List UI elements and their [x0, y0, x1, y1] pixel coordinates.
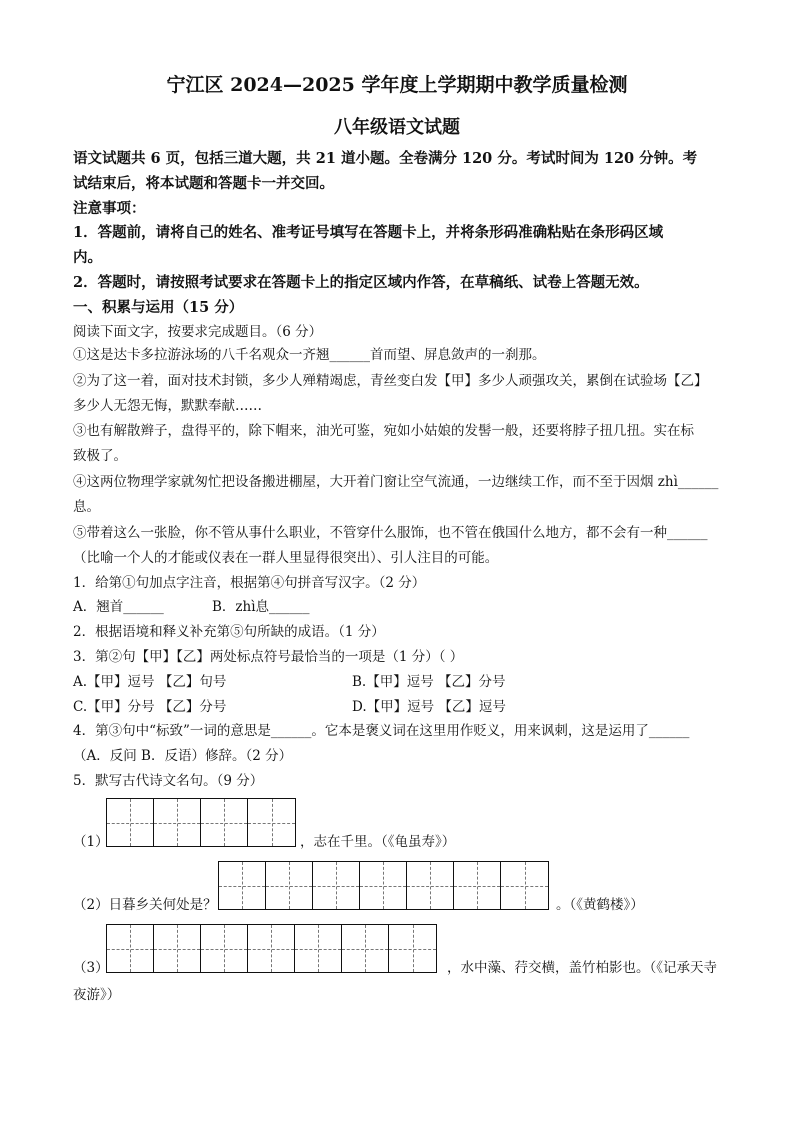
sentence-1: ①这是达卡多拉游泳场的八千名观众一齐翘______首而望、屏息敛声的一刹那。	[73, 347, 546, 363]
question-5: 5．默写古代诗文名句。（9 分）	[73, 773, 264, 789]
question-3-option-a: A.【甲】逗号 【乙】句号	[73, 674, 227, 690]
grid-cell[interactable]	[248, 925, 295, 972]
sentence-3-cont: 致极了。	[73, 448, 127, 464]
grid-cell[interactable]	[313, 862, 360, 909]
sentence-2: ②为了这一着，面对技术封锁，多少人殚精竭虑，青丝变白发【甲】多少人顽强攻关，累倒在试验场【乙】	[73, 373, 708, 389]
question-3-option-c: C.【甲】分号 【乙】分号	[73, 699, 227, 715]
grid-cell[interactable]	[219, 862, 266, 909]
sentence-3: ③也有解散辫子，盘得平的，除下帽来，油光可鉴，宛如小姑娘的发髻一般，还要将脖子扭几扭。实在标	[73, 423, 694, 439]
sentence-4-cont: 息。	[73, 499, 100, 515]
intro-line-1: 语文试题共 6 页，包括三道大题，共 21 道小题。全卷满分 120 分。考试时间为 120 分钟。考	[73, 150, 698, 167]
grid-cell[interactable]	[342, 925, 389, 972]
question-1: 1．给第①句加点字注音，根据第④句拼音写汉字。（2 分）	[73, 575, 426, 591]
sentence-5-cont: （比喻一个人的才能或仪表在一群人里显得很突出）、引人注目的可能。	[73, 550, 499, 566]
poem-1-answer-grid[interactable]	[106, 798, 296, 847]
question-3: 3．第②句【甲】【乙】两处标点符号最恰当的一项是（1 分）（ ）	[73, 649, 464, 665]
notes-item-2: 2．答题时，请按照考试要求在答题卡上的指定区域内作答，在草稿纸、试卷上答题无效。	[73, 274, 649, 291]
grid-cell[interactable]	[501, 862, 548, 909]
question-1-option-b: B．zhì息______	[212, 599, 310, 615]
grid-cell[interactable]	[295, 925, 342, 972]
reading-instruction: 阅读下面文字，按要求完成题目。（6 分）	[73, 324, 323, 340]
poem-2-answer-grid[interactable]	[218, 861, 549, 910]
sentence-5: ⑤带着这么一张脸，你不管从事什么职业，不管穿什么服饰，也不管在俄国什么地方，都不会有一种______	[73, 525, 708, 541]
question-2: 2．根据语境和释义补充第⑤句所缺的成语。（1 分）	[73, 624, 385, 640]
grid-cell[interactable]	[389, 925, 436, 972]
grid-cell[interactable]	[454, 862, 501, 909]
poem-1-number: （1）	[73, 834, 109, 850]
notes-item-1-cont: 内。	[73, 249, 102, 266]
grid-cell[interactable]	[407, 862, 454, 909]
question-3-option-b: B.【甲】逗号 【乙】分号	[352, 674, 506, 690]
grid-cell[interactable]	[248, 799, 295, 846]
page-subtitle: 八年级语文试题	[334, 117, 460, 138]
intro-line-2: 试结束后，将本试题和答题卡一并交回。	[73, 175, 334, 192]
grid-cell[interactable]	[266, 862, 313, 909]
question-3-option-d: D.【甲】逗号 【乙】逗号	[352, 699, 506, 715]
poem-3-tail-cont: 夜游》）	[73, 987, 121, 1003]
page-title: 宁江区 2024—2025 学年度上学期期中教学质量检测	[166, 74, 628, 96]
question-4-cont: （A．反问 B．反语）修辞。（2 分）	[73, 748, 293, 764]
poem-2-head: （2）日暮乡关何处是？	[73, 897, 217, 913]
grid-cell[interactable]	[154, 925, 201, 972]
sentence-2-cont: 多少人无怨无悔，默默奉献……	[73, 398, 262, 414]
grid-cell[interactable]	[107, 799, 154, 846]
notes-item-1: 1．答题前，请将自己的姓名、准考证号填写在答题卡上，并将条形码准确粘贴在条形码区域	[73, 224, 664, 241]
question-4: 4．第③句中“标致”一词的意思是______。它本是褒义词在这里用作贬义，用来讽刺，这是运用了______	[73, 723, 690, 739]
grid-cell[interactable]	[107, 925, 154, 972]
poem-3-tail: ，水中藻、荇交横，盖竹柏影也。（《记承天寺	[447, 960, 717, 976]
sentence-4: ④这两位物理学家就匆忙把设备搬进棚屋，大开着门窗让空气流通，一边继续工作，而不至于因烟 zhì______	[73, 474, 719, 490]
notes-heading: 注意事项：	[73, 200, 146, 217]
grid-cell[interactable]	[360, 862, 407, 909]
poem-3-number: （3）	[73, 960, 109, 976]
grid-cell[interactable]	[154, 799, 201, 846]
question-1-option-a: A．翘首______	[73, 599, 164, 615]
grid-cell[interactable]	[201, 799, 248, 846]
poem-3-answer-grid[interactable]	[106, 924, 437, 973]
poem-2-tail: 。（《黄鹤楼》）	[556, 897, 644, 913]
grid-cell[interactable]	[201, 925, 248, 972]
poem-1-tail: ，志在千里。（《龟虽寿》）	[300, 834, 456, 850]
section-heading: 一、积累与运用（15 分）	[73, 299, 244, 316]
